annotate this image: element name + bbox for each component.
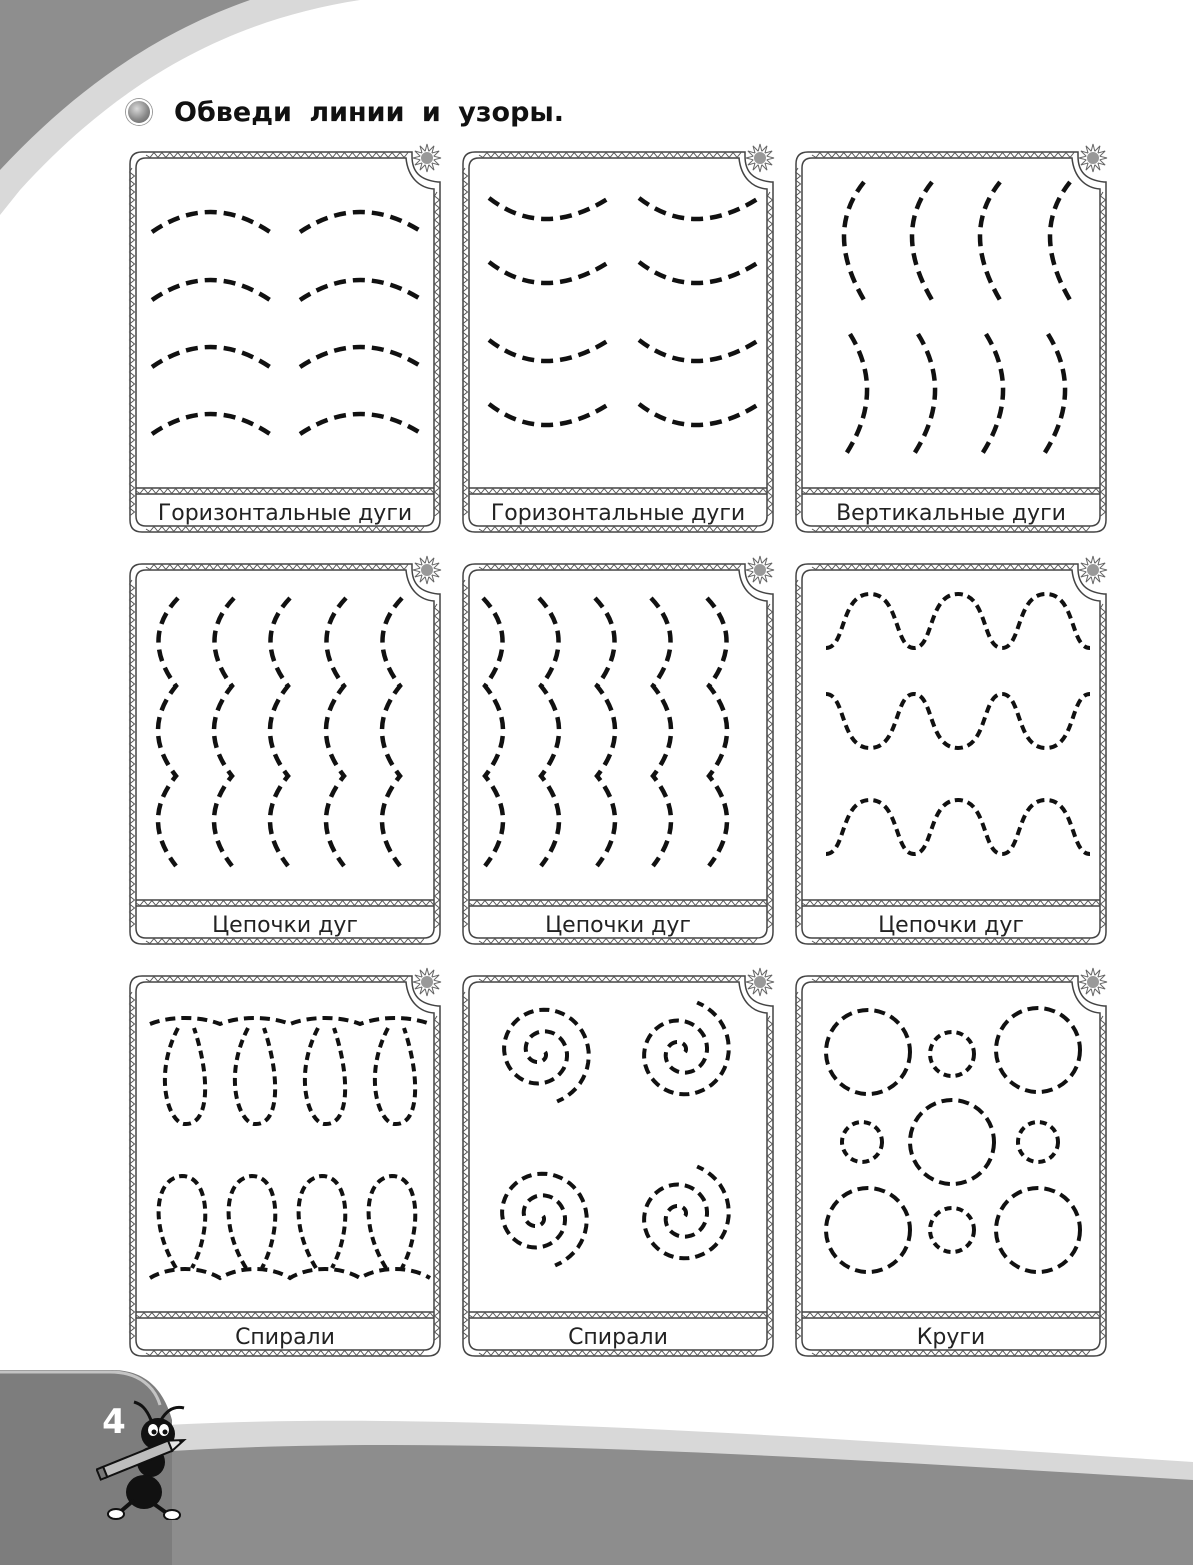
loop-line — [299, 1176, 346, 1268]
arc-line — [844, 182, 864, 300]
arc-line — [846, 334, 867, 454]
tracing-pattern-arcs-up — [453, 142, 783, 542]
arc-chain-line — [483, 598, 503, 866]
instruction-text: Обведи линии и узоры. — [174, 96, 565, 128]
loop-line — [369, 1176, 416, 1268]
arc-line — [489, 198, 609, 219]
exercise-card-waves — [786, 554, 1116, 954]
wave-line — [826, 800, 1090, 854]
circle-line — [930, 1208, 974, 1252]
arc-chain-line — [651, 598, 671, 866]
arc-line — [639, 404, 759, 425]
arc-line — [1044, 334, 1065, 454]
arc-line — [300, 414, 422, 434]
wave-line — [826, 594, 1090, 648]
arc-chain-line — [214, 598, 234, 866]
card-label: Круги — [916, 1324, 986, 1350]
arc-line — [639, 262, 759, 283]
exercise-card-loops — [120, 966, 450, 1366]
circle-line — [910, 1100, 994, 1184]
wave-line — [826, 694, 1090, 748]
arc-line — [639, 340, 759, 361]
tracing-pattern-waves — [786, 554, 1116, 954]
arc-chain-line — [270, 598, 290, 866]
circle-line — [842, 1122, 882, 1162]
tracing-pattern-circles — [786, 966, 1116, 1366]
loop-line — [229, 1176, 276, 1268]
arc-chain-line — [382, 598, 402, 866]
arc-line — [300, 280, 422, 300]
loop-line — [165, 1028, 205, 1124]
exercise-card-spirals — [453, 966, 783, 1366]
tracing-pattern-arcs-vertical — [786, 142, 1116, 542]
arc-chain-line — [539, 598, 559, 866]
circle-line — [996, 1008, 1080, 1092]
arc-line — [152, 212, 270, 232]
arc-line — [982, 334, 1003, 454]
exercise-card-chain-right — [453, 554, 783, 954]
exercise-card-arcs-vertical — [786, 142, 1116, 542]
card-label: Горизонтальные дуги — [490, 500, 746, 526]
circle-line — [930, 1032, 974, 1076]
loop-line — [375, 1028, 415, 1124]
arc-line — [489, 404, 609, 425]
arc-line — [152, 280, 270, 300]
card-label: Спирали — [235, 1324, 335, 1350]
arc-chain-line — [595, 598, 615, 866]
loop-line — [159, 1176, 206, 1268]
arc-line — [980, 182, 1000, 300]
loop-line — [235, 1028, 275, 1124]
tracing-pattern-arcs-down — [120, 142, 450, 542]
arc-line — [1050, 182, 1070, 300]
ant-with-pencil-icon — [96, 1400, 196, 1520]
arc-chain-line — [707, 598, 727, 866]
arc-line — [489, 262, 609, 283]
card-label: Цепочки дуг — [878, 912, 1024, 938]
circle-line — [826, 1010, 910, 1094]
exercise-card-arcs-down — [120, 142, 450, 542]
card-label: Спирали — [568, 1324, 668, 1350]
card-label: Вертикальные дуги — [836, 500, 1066, 526]
arc-line — [300, 212, 422, 232]
arc-chain-line — [326, 598, 346, 866]
arc-chain-line — [158, 598, 178, 866]
arc-line — [152, 414, 270, 434]
arc-line — [914, 334, 935, 454]
tracing-pattern-loops — [120, 966, 450, 1366]
loop-bottom-line — [150, 1269, 430, 1278]
arc-line — [639, 198, 759, 219]
instruction — [120, 92, 564, 132]
exercise-card-circles — [786, 966, 1116, 1366]
tracing-pattern-chain-left — [120, 554, 450, 954]
spiral-line — [504, 1010, 589, 1102]
tracing-pattern-spirals — [453, 966, 783, 1366]
tracing-pattern-chain-right — [453, 554, 783, 954]
circle-line — [996, 1188, 1080, 1272]
card-label: Цепочки дуг — [212, 912, 358, 938]
loop-top-line — [150, 1018, 430, 1024]
exercise-card-chain-left — [120, 554, 450, 954]
spiral-line — [644, 1167, 729, 1259]
exercise-card-arcs-up — [453, 142, 783, 542]
arc-line — [489, 340, 609, 361]
arc-line — [152, 347, 270, 367]
card-label: Горизонтальные дуги — [157, 500, 413, 526]
loop-line — [305, 1028, 345, 1124]
circle-line — [1018, 1122, 1058, 1162]
arc-line — [300, 347, 422, 367]
page-number: 4 — [102, 1402, 126, 1442]
circle-line — [826, 1188, 910, 1272]
arc-line — [912, 182, 932, 300]
round-bullet-icon — [126, 99, 152, 125]
card-label: Цепочки дуг — [545, 912, 691, 938]
spiral-line — [644, 1003, 729, 1095]
spiral-line — [502, 1174, 587, 1266]
